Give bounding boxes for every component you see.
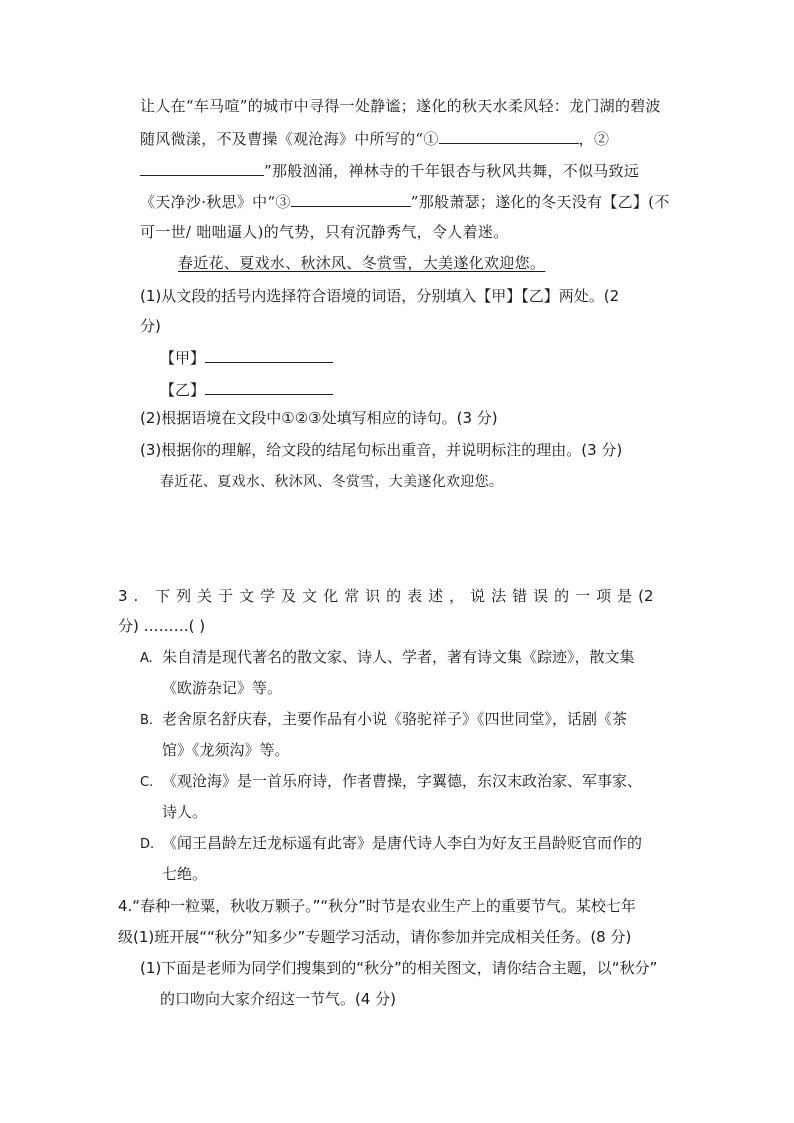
q3-option-c[interactable] <box>140 771 642 793</box>
q3-option-a[interactable] <box>140 647 635 669</box>
passage-line-4-text: 《天净沙·秋思》中“③ <box>140 193 291 211</box>
q3-stem-line-1 <box>118 586 654 606</box>
passage-line-3-text: ”那般汹涌，禅林寺的千年银杏与秋风共舞，不似马致远 <box>264 162 640 180</box>
q3-option-c-cont: 诗人。 <box>162 803 208 821</box>
passage-line-3 <box>140 159 639 181</box>
blank-1[interactable] <box>439 127 579 144</box>
q2-answer-jia <box>160 346 333 368</box>
q3-option-d-cont: 七绝。 <box>162 865 208 883</box>
passage-line-2 <box>140 127 609 149</box>
option-d-text: 《闻王昌龄左迁龙标遥有此寄》是唐代诗人李白为好友王昌龄贬官而作的 <box>162 834 643 852</box>
q3-stem-score: (2 <box>638 587 654 605</box>
passage-line-2-tail: ，② <box>578 130 610 148</box>
option-c-text: 《观沧海》是一首乐府诗，作者曹操，字翼德，东汉末政治家、军事家、 <box>162 772 643 790</box>
q3-option-b-cont: 馆》《龙须沟》等。 <box>162 741 290 759</box>
option-b-text: 老舍原名舒庆春，主要作品有小说《骆驼祥子》《四世同堂》，话剧《茶 <box>162 710 628 728</box>
passage-line-4 <box>140 190 670 212</box>
yi-answer-field[interactable] <box>205 378 333 395</box>
passage-line-5: 可一世/ 咄咄逼人)的气势，只有沉静秀气，令人着迷。 <box>140 223 509 241</box>
q2-sub3: (3)根据你的理解，给文段的结尾句标出重音，并说明标注的理由。(3 分) <box>140 441 623 459</box>
passage-closing-sentence: 春近花、夏戏水、秋沐风、冬赏雪，大美遂化欢迎您。 <box>178 254 546 272</box>
option-d-label: D. <box>140 837 155 852</box>
q2-sentence: 春近花、夏戏水、秋沐风、冬赏雪，大美遂化欢迎您。 <box>160 474 504 490</box>
q4-sub1-line-1: (1)下面是老师为同学们搜集到的“秋分”的相关图文，请你结合主题，以“秋分” <box>140 959 658 977</box>
option-c-label: C. <box>140 775 154 790</box>
q2-sub1-line-2: 分) <box>140 317 161 335</box>
q2-answer-yi <box>160 378 333 400</box>
q3-option-a-cont: 《欧游杂记》等。 <box>162 679 283 697</box>
option-b-label: B. <box>140 713 154 728</box>
yi-label: 【乙】 <box>160 381 206 399</box>
q2-sub1-line-1: (1)从文段的括号内选择符合语境的词语，分别填入【甲】【乙】两处。(2 <box>140 287 620 305</box>
passage-line-1: 让人在“车马喧”的城市中寻得一处静谧；遂化的秋天水柔风轻：龙门湖的碧波 <box>140 97 661 115</box>
q3-option-b[interactable] <box>140 709 627 731</box>
q4-line-2: 级(1)班开展““秋分”知多少”专题学习活动，请你参加并完成相关任务。(8 分) <box>118 928 632 946</box>
option-a-label: A. <box>140 651 153 666</box>
passage-line-4-tail: ”那般萧瑟；遂化的冬天没有【乙】(不 <box>410 193 670 211</box>
q4-sub1-line-2: 的口吻向大家介绍这一节气。(4 分) <box>160 990 397 1008</box>
jia-answer-field[interactable] <box>205 346 333 363</box>
q4-line-1: 4.“春种一粒粟，秋收万颗子。”“秋分”时节是农业生产上的重要节气。某校七年 <box>118 897 636 915</box>
jia-label: 【甲】 <box>160 349 206 367</box>
blank-3[interactable] <box>291 190 411 207</box>
q3-option-d[interactable] <box>140 833 642 855</box>
q3-stem-line-2: 分) ………( ) <box>118 617 206 635</box>
passage-line-2-text: 随风微漾，不及曹操《观沧海》中所写的“① <box>140 130 439 148</box>
q2-sub2: (2)根据语境在文段中①②③处填写相应的诗句。(3 分) <box>140 409 498 427</box>
q3-stem-text: 3. 下列关于文学及文化常识的表述，说法错误的一项是 <box>118 587 639 605</box>
blank-2[interactable] <box>140 159 264 176</box>
option-a-text: 朱自清是现代著名的散文家、诗人、学者，著有诗文集《踪迹》，散文集 <box>162 648 635 666</box>
